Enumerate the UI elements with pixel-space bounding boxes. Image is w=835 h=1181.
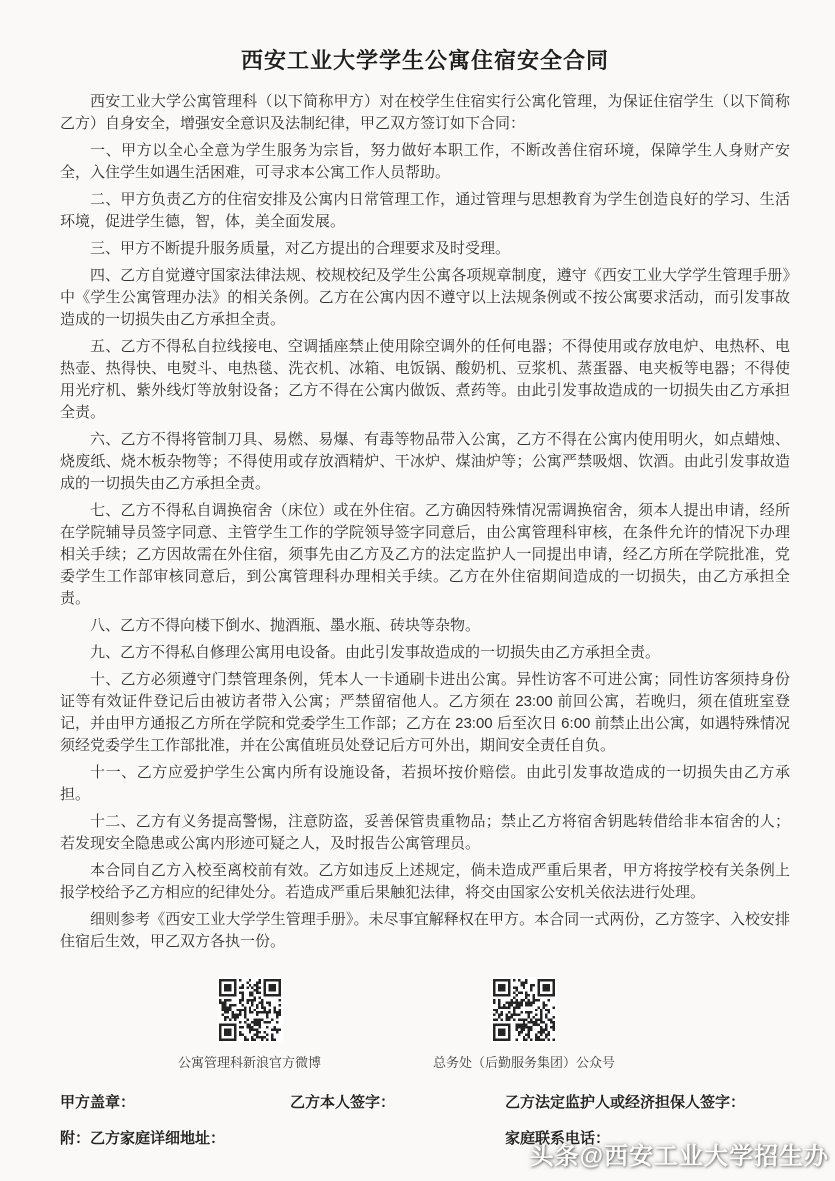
contract-clause-9: 九、乙方不得私自修理公寓用电设备。由此引发事故造成的一切损失由乙方承担全责。: [90, 644, 661, 661]
qr-code-wechat: [491, 977, 557, 1043]
contract-clause-2: 二、甲方负责乙方的住宿安排及公寓内日常管理工作，通过管理与思想教育为学生创造良好的学习、生活环境，促进学生德，智，体，美全面发展。: [60, 191, 790, 230]
qr-code-weibo-image: [219, 979, 281, 1041]
contract-clause-4: 四、乙方自觉遵守国家法律法规、校规校纪及学生公寓各项规章制度，遵守《西安工业大学学生管理手册》中《学生公寓管理办法》的相关条例。乙方在公寓内因不遵守以上法规条例或不按公寓要求活动，而引发事故造成的一切损失由乙方承担全责。: [60, 267, 790, 328]
document-title: 西安工业大学学生公寓住宿安全合同: [240, 48, 609, 73]
guardian-sign-label: 乙方法定监护人或经济担保人签字：: [505, 1094, 746, 1111]
contract-clause-12: 十二、乙方有义务提高警惕，注意防盗，妥善保管贵重物品；禁止乙方将宿舍钥匙转借给非本宿舍的人；若发现安全隐患或公寓内形迹可疑之人，及时报告公寓管理员。: [60, 813, 790, 852]
contract-clause-1: 一、甲方以全心全意为学生服务为宗旨，努力做好本职工作，不断改善住宿环境，保障学生人身财产安全，入住学生如遇生活困难，可寻求本公寓工作人员帮助。: [60, 142, 790, 181]
party-a-seal-label: 甲方盖章：: [60, 1094, 136, 1111]
contract-preamble: 西安工业大学公寓管理科（以下简称甲方）对在校学生住宿实行公寓化管理，为保证住宿学生（以下简称乙方）自身安全，增强安全意识及法制纪律，甲乙双方签订如下合同：: [60, 93, 790, 132]
home-address-label: 附：乙方家庭详细地址：: [60, 1130, 226, 1147]
qr-code-wechat-image: [493, 979, 555, 1041]
home-phone-label: 家庭联系电话：: [505, 1130, 611, 1147]
contract-clause-11: 十一、乙方应爱护学生公寓内所有设施设备，若损坏按价赔偿。由此引发事故造成的一切损失由乙方承担。: [60, 764, 790, 803]
qr-code-weibo: [217, 977, 283, 1043]
contract-final-clause: 细则参考《西安工业大学学生管理手册》。未尽事宜解释权在甲方。本合同一式两份，乙方签字、入校安排住宿后生效，甲乙双方各执一份。: [60, 911, 790, 950]
qr-wechat-caption: 总务处（后勤服务集团）公众号: [433, 1055, 616, 1070]
signature-row: [60, 1091, 790, 1112]
contract-clause-10: 十、乙方必须遵守门禁管理条例，凭本人一卡通刷卡进出公寓。异性访客不可进公寓；同性访客须持身份证等有效证件登记后由被访者带入公寓；严禁留宿他人。乙方须在 23:00 前回公寓，若晚归，须在值班室登记，并由甲方通报乙方所在学院和党委学生工作部；乙方在 23:00 后至次日 6:00 前禁止出公寓，如遇特殊情况须经党委学生工作部批准，并在公寓值班员处登记后方可外出，期间安全责任自负。: [60, 671, 790, 754]
contract-clause-3: 三、甲方不断提升服务质量，对乙方提出的合理要求及时受理。: [90, 240, 511, 257]
contract-clause-8: 八、乙方不得向楼下倒水、抛酒瓶、墨水瓶、砖块等杂物。: [90, 617, 481, 634]
party-b-sign-label: 乙方本人签字：: [290, 1094, 396, 1111]
qr-section: [60, 977, 790, 1071]
contract-clause-5: 五、乙方不得私自拉线接电、空调插座禁止使用除空调外的任何电器；不得使用或存放电炉、电热杯、电热壶、热得快、电熨斗、电热毯、洗衣机、冰箱、电饭锅、酸奶机、豆浆机、蒸蛋器、电夹板等电器；不得使用光疗机、紫外线灯等放射设备；乙方不得在公寓内做饭、煮药等。由此引发事故造成的一切损失由乙方承担全责。: [60, 338, 790, 421]
qr-weibo-caption: 公寓管理科新浪官方微博: [178, 1055, 322, 1070]
contract-validity-clause: 本合同自乙方入校至离校前有效。乙方如违反上述规定，倘未造成严重后果者，甲方将按学校有关条例上报学校给予乙方相应的纪律处分。若造成严重后果触犯法律，将交由国家公安机关依法进行处理。: [60, 862, 790, 901]
qr-weibo-block: [178, 977, 321, 1071]
contract-clause-6: 六、乙方不得将管制刀具、易燃、易爆、有毒等物品带入公寓，乙方不得在公寓内使用明火，如点蜡烛、烧废纸、烧木板杂物等；不得使用或存放酒精炉、干冰炉、煤油炉等；公寓严禁吸烟、饮酒。由此引发事故造成的一切损失由乙方承担全责。: [60, 431, 790, 492]
qr-wechat-block: [433, 977, 615, 1071]
contract-clause-7: 七、乙方不得私自调换宿舍（床位）或在外住宿。乙方确因特殊情况需调换宿舍，须本人提出申请，经所在学院辅导员签字同意、主管学生工作的学院领导签字同意后，由公寓管理科审核，在条件允许的情况下办理相关手续；乙方因故需在外住宿，须事先由乙方及乙方的法定监护人一同提出申请，经乙方所在学院批准，党委学生工作部审核同意后，到公寓管理科办理相关手续。乙方在外住宿期间造成的一切损失，由乙方承担全责。: [60, 502, 790, 607]
toutiao-watermark: 头条@西安工业大学招生办: [529, 1143, 829, 1170]
